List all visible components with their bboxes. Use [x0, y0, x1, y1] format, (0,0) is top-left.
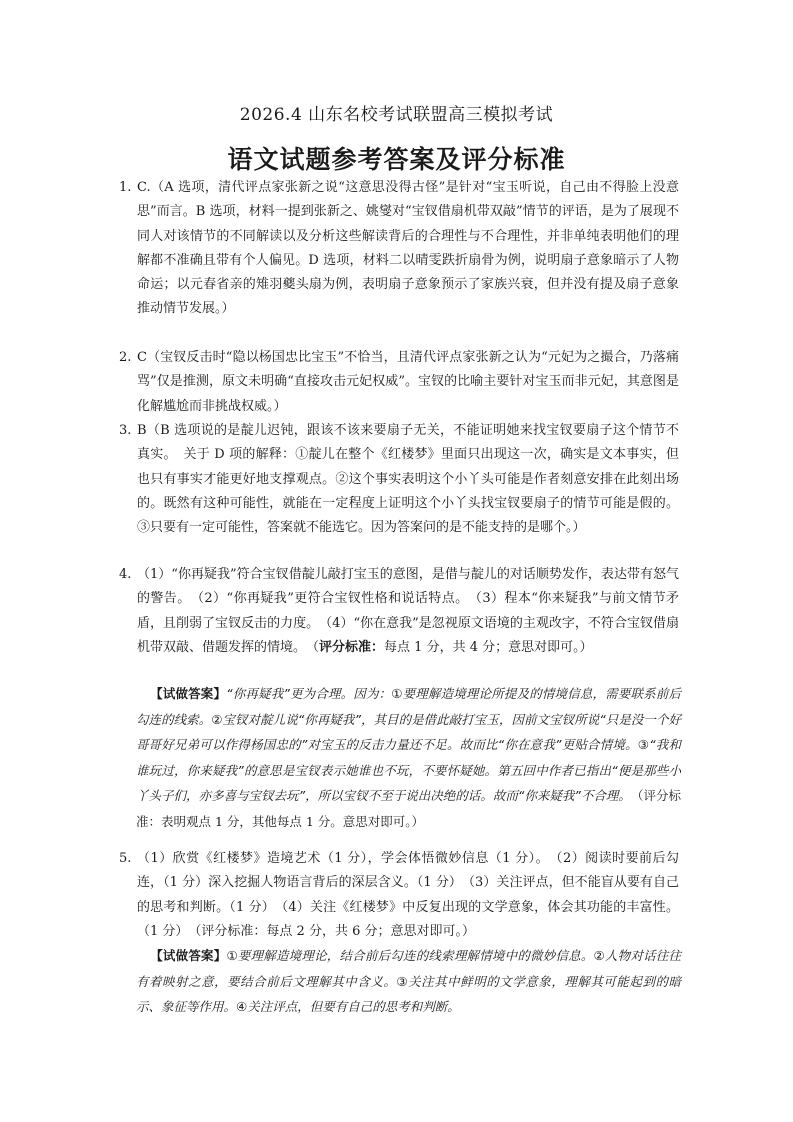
sample-label: 【试做答案】 [150, 686, 227, 701]
sample-answer-4 [136, 681, 681, 834]
exam-subtitle: 2026.4 山东名校考试联盟高三模拟考试 [239, 105, 554, 125]
sample-text: “你再疑我”更为合理。因为：①要理解造境理论所提及的情境信息，需要联系前后勾连的线索。②宝钗对靛儿说“你再疑我”，其目的是借此敲打宝玉，因前文宝钗所说“只是没一个好哥哥好兄弟可以作得杨国忠的”对宝玉的反击力量还不足。故而比“你在意我”更贴合情境。③“我和谁玩过，你来疑我”的意思是宝钗表示她谁也不玩，不要怀疑她。第五回中作者已指出“便是那些小丫头子们，亦多喜与宝钗去玩”，所以宝钗不至于说出决绝的话。故而“你来疑我”不合理。 [136, 686, 681, 803]
answer-item-3 [119, 419, 679, 540]
answer-text: （1）欣赏《红楼梦》造境艺术（1 分），学会体悟微妙信息（1 分）。 （2）阅读时要前后勾连，（1 分）深入挖掘人物语言背后的深层含义。（1 分） （3）关注评点，但不能盲从要有自己的思考和判断。（1 分） （4）关注《红楼梦》中反复出现的文学意象，体会其功能的丰富性。（1 分） （评分标准：每点 2 分，共 6 分；意思对即可。） [137, 851, 679, 939]
answer-number: 1. [119, 180, 132, 195]
answer-item-2 [119, 346, 679, 419]
score-label: 评分标准： [319, 639, 385, 655]
answer-text: B（B 选项说的是靛儿迟钝，跟该不该来要扇子无关，不能证明她来找宝钗要扇子这个情节不真实。 关于 D 项的解释：①靛儿在整个《红楼梦》里面只出现这一次，确实是文本事实，但也只有事实才能更好地支撑观点。②这个事实表明这个小丫头可能是作者刻意安排在此刻出场的。既然有这种可能性，就能在一定程度上证明这个小丫头找宝钗要扇子的情节可能是假的。③只要有一定可能性，答案就不能选它。因为答案问的是不能支持的是哪个。） [137, 423, 679, 536]
answer-item-5 [119, 847, 679, 944]
answer-text: C（宝钗反击时“隐以杨国忠比宝玉”不恰当，且清代评点家张新之认为“元妃为之撮合，乃落痛骂”仅是推测，原文未明确“直接攻击元妃权威”。宝钗的比喻主要针对宝玉而非元妃，其意图是化解尴尬而非挑战权威。） [137, 350, 679, 414]
answer-number: 4. [119, 567, 132, 582]
sample-label: 【试做答案】 [150, 948, 227, 963]
answer-number: 2. [119, 350, 132, 365]
sample-score-note: （评分标准：表明观点 1 分，其他每点 1 分。意思对即可。） [136, 788, 681, 829]
answer-number: 3. [119, 423, 132, 438]
sample-text: ①要理解造境理论，结合前后勾连的线索理解情境中的微妙信息。②人物对话往往有着映射之意，要结合前后文理解其中含义。③关注其中鲜明的文学意象，理解其可能起到的暗示、象征等作用。④关注评点，但要有自己的思考和判断。 [136, 948, 681, 1014]
answer-text: C.（A 选项，清代评点家张新之说“这意思没得古怪”是针对“宝玉听说，自己由不得脸上没意思”而言。B 选项，材料一提到张新之、姚燮对“宝钗借扇机带双敲”情节的评语，是为了展现不同人对该情节的不同解读以及分析这些解读背后的合理性与不合理性，并非单纯表明他们的理解都不准确且带有个人偏见。D 选项，材料二以晴雯跌折扇骨为例，说明扇子意象暗示了人物命运；以元春省亲的雉羽夔头扇为例，表明扇子意象预示了家族兴衰，但并没有提及扇子意象推动情节发展。） [137, 180, 679, 317]
answer-number: 5. [119, 851, 132, 866]
answer-item-4 [119, 563, 679, 660]
answer-text [119, 563, 679, 660]
sample-answer-5 [136, 943, 681, 1020]
score-text: 每点 1 分，共 4 分；意思对即可。） [384, 639, 593, 655]
answer-item-1 [119, 176, 679, 322]
document-title: 语文试题参考答案及评分标准 [227, 145, 566, 174]
answer-text-main: （1）“你再疑我”符合宝钗借靛儿敲打宝玉的意图，是借与靛儿的对话顺势发作，表达带有怒气的警告。 （2）“你再疑我”更符合宝钗性格和说话特点。 （3）程本“你来疑我”与前文情节矛盾，且削弱了宝钗反击的力度。 （4）“你在意我”是忽视原文语境的主观改字，不符合宝钗借扇机带双敲、借题发挥的情境。 （ [137, 567, 679, 655]
